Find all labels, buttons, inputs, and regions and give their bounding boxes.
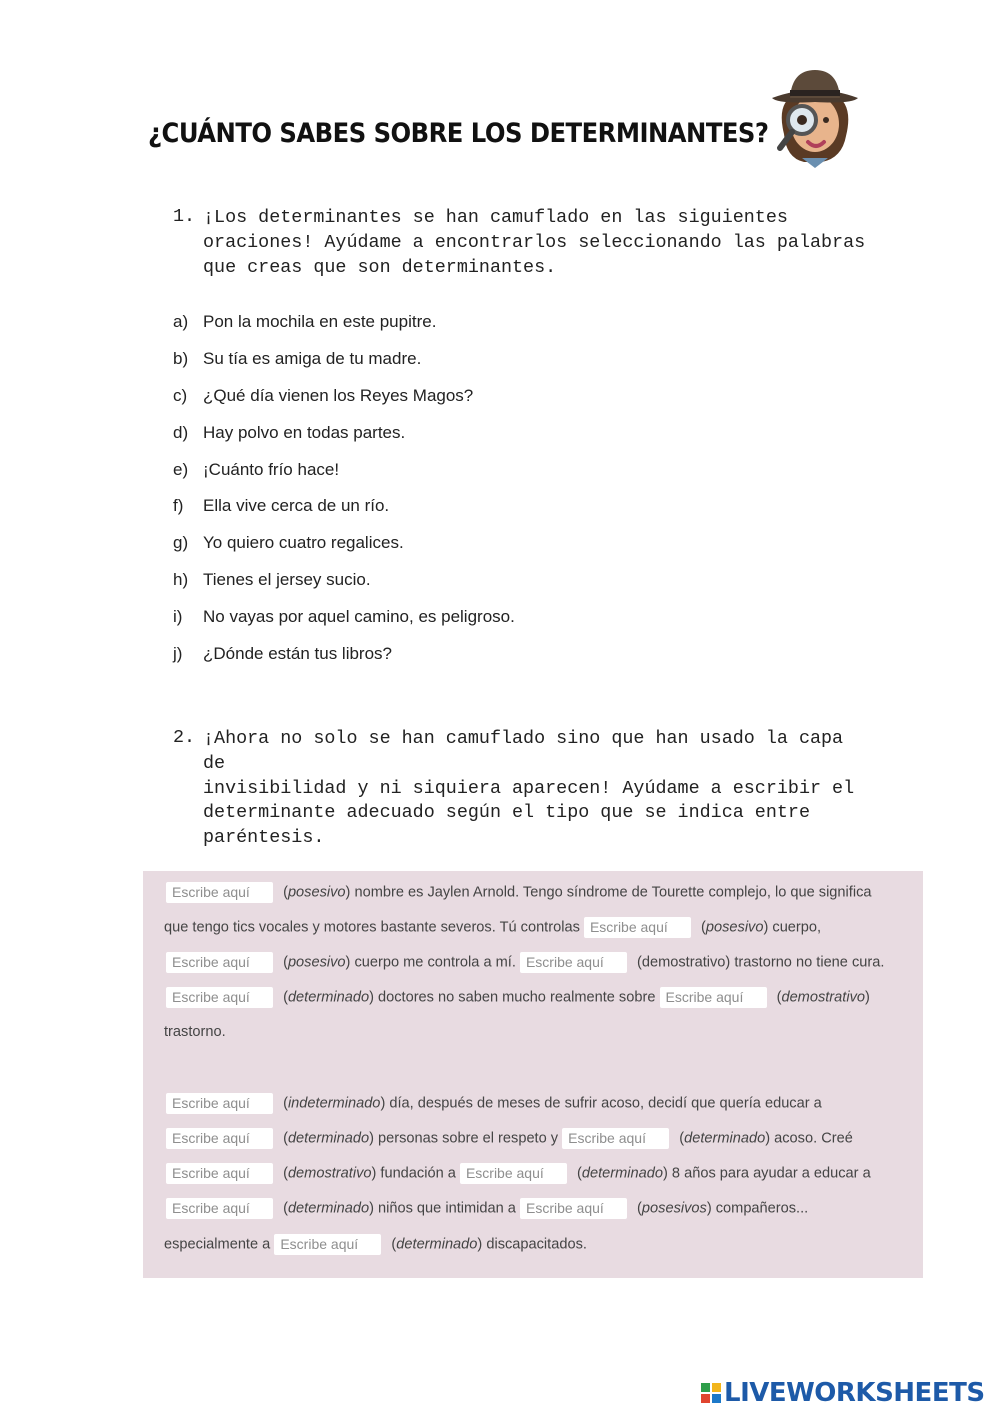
- sentence-letter: a): [173, 312, 189, 331]
- sentence-j[interactable]: [173, 644, 392, 664]
- sentence-b[interactable]: [173, 349, 421, 369]
- sentence-d[interactable]: [173, 423, 405, 443]
- answer-input[interactable]: Escribe aquí: [562, 1128, 669, 1149]
- page-title: ¿CUÁNTO SABES SOBRE LOS DETERMINANTES?: [148, 118, 769, 149]
- sentence-text[interactable]: Pon la mochila en este pupitre.: [203, 312, 437, 331]
- passage-line: Escribe aquí (determinado) doctores no saben mucho realmente sobre Escribe aquí (demostrativo): [166, 987, 870, 1008]
- sentence-letter: g): [173, 533, 189, 552]
- sentence-letter: d): [173, 423, 189, 442]
- question-1-line: que creas que son determinantes.: [203, 256, 557, 278]
- question-1-line: ¡Los determinantes se han camuflado en las siguientes: [203, 207, 788, 228]
- answer-input[interactable]: Escribe aquí: [166, 1093, 273, 1114]
- sentence-text[interactable]: ¡Cuánto frío hace!: [203, 460, 340, 479]
- question-2-text: [203, 727, 873, 851]
- detective-avatar: [762, 62, 868, 168]
- sentence-letter: c): [173, 386, 188, 405]
- sentence-text[interactable]: Ella vive cerca de un río.: [203, 496, 390, 515]
- logo-text: LIVEWORKSHEETS: [724, 1378, 985, 1408]
- sentence-text[interactable]: ¿Qué día vienen los Reyes Magos?: [203, 386, 474, 405]
- passage-line: trastorno.: [164, 1024, 226, 1040]
- sentence-i[interactable]: [173, 607, 515, 627]
- answer-input[interactable]: Escribe aquí: [166, 1198, 273, 1219]
- sentence-letter: e): [173, 460, 189, 479]
- question-2-line: determinante adecuado según el tipo que se indica entre: [203, 802, 810, 824]
- answer-input[interactable]: Escribe aquí: [166, 952, 273, 973]
- question-2-line: invisibilidad y ni siquiera aparecen! Ayúdame a escribir el: [203, 777, 855, 799]
- answer-input[interactable]: Escribe aquí: [584, 917, 691, 938]
- question-1-text: [203, 206, 865, 280]
- question-2-line: paréntesis.: [203, 827, 325, 849]
- passage-line: Escribe aquí (demostrativo) fundación a Escribe aquí (determinado) 8 años para ayudar a educar a: [166, 1163, 871, 1184]
- sentence-text[interactable]: Su tía es amiga de tu madre.: [203, 349, 422, 368]
- answer-input[interactable]: Escribe aquí: [460, 1163, 567, 1184]
- sentence-letter: i): [173, 607, 183, 626]
- passage-line: Escribe aquí (posesivo) cuerpo me controla a mí. Escribe aquí (demostrativo) trastorno no tiene cura.: [166, 952, 884, 973]
- sentence-letter: j): [173, 644, 183, 663]
- passage-line: Escribe aquí (determinado) personas sobre el respeto y Escribe aquí (determinado) acoso. Creé: [166, 1128, 853, 1149]
- sentence-text[interactable]: Tienes el jersey sucio.: [203, 570, 371, 589]
- sentence-letter: h): [173, 570, 189, 589]
- question-2-number: 2.: [173, 727, 196, 748]
- liveworksheets-logo[interactable]: [700, 1376, 985, 1410]
- answer-input[interactable]: Escribe aquí: [166, 882, 273, 903]
- sentence-h[interactable]: [173, 570, 371, 590]
- answer-input[interactable]: Escribe aquí: [166, 1128, 273, 1149]
- answer-input[interactable]: Escribe aquí: [520, 1198, 627, 1219]
- sentence-c[interactable]: [173, 386, 473, 406]
- passage-line: Escribe aquí (posesivo) nombre es Jaylen Arnold. Tengo síndrome de Tourette complejo, lo que significa: [166, 882, 872, 903]
- sentence-letter: f): [173, 496, 184, 515]
- sentence-a[interactable]: [173, 312, 436, 332]
- sentence-text[interactable]: No vayas por aquel camino, es peligroso.: [203, 607, 515, 626]
- sentence-text[interactable]: ¿Dónde están tus libros?: [203, 644, 392, 663]
- sentence-letter: b): [173, 349, 189, 368]
- answer-input[interactable]: Escribe aquí: [520, 952, 627, 973]
- passage-line: que tengo tics vocales y motores bastante severos. Tú controlas Escribe aquí (posesivo) cuerpo,: [164, 917, 821, 938]
- sentence-f[interactable]: [173, 496, 389, 516]
- answer-input[interactable]: Escribe aquí: [274, 1234, 381, 1255]
- passage-line: Escribe aquí (indeterminado) día, después de meses de sufrir acoso, decidí que quería educar a: [166, 1093, 822, 1114]
- passage-line: Escribe aquí (determinado) niños que intimidan a Escribe aquí (posesivos) compañeros...: [166, 1198, 808, 1219]
- sentence-text[interactable]: Yo quiero cuatro regalices.: [203, 533, 404, 552]
- answer-input[interactable]: Escribe aquí: [660, 987, 767, 1008]
- question-1-line: oraciones! Ayúdame a encontrarlos seleccionando las palabras: [203, 231, 866, 253]
- question-1-number: 1.: [173, 206, 196, 227]
- question-2-line: ¡Ahora no solo se han camuflado sino que han usado la capa de: [203, 728, 844, 774]
- logo-icon: [700, 1382, 722, 1404]
- sentence-text[interactable]: Hay polvo en todas partes.: [203, 423, 406, 442]
- sentence-e[interactable]: [173, 460, 339, 480]
- sentence-g[interactable]: [173, 533, 404, 553]
- answer-input[interactable]: Escribe aquí: [166, 1163, 273, 1184]
- passage-line: especialmente a Escribe aquí (determinado) discapacitados.: [164, 1234, 587, 1255]
- answer-input[interactable]: Escribe aquí: [166, 987, 273, 1008]
